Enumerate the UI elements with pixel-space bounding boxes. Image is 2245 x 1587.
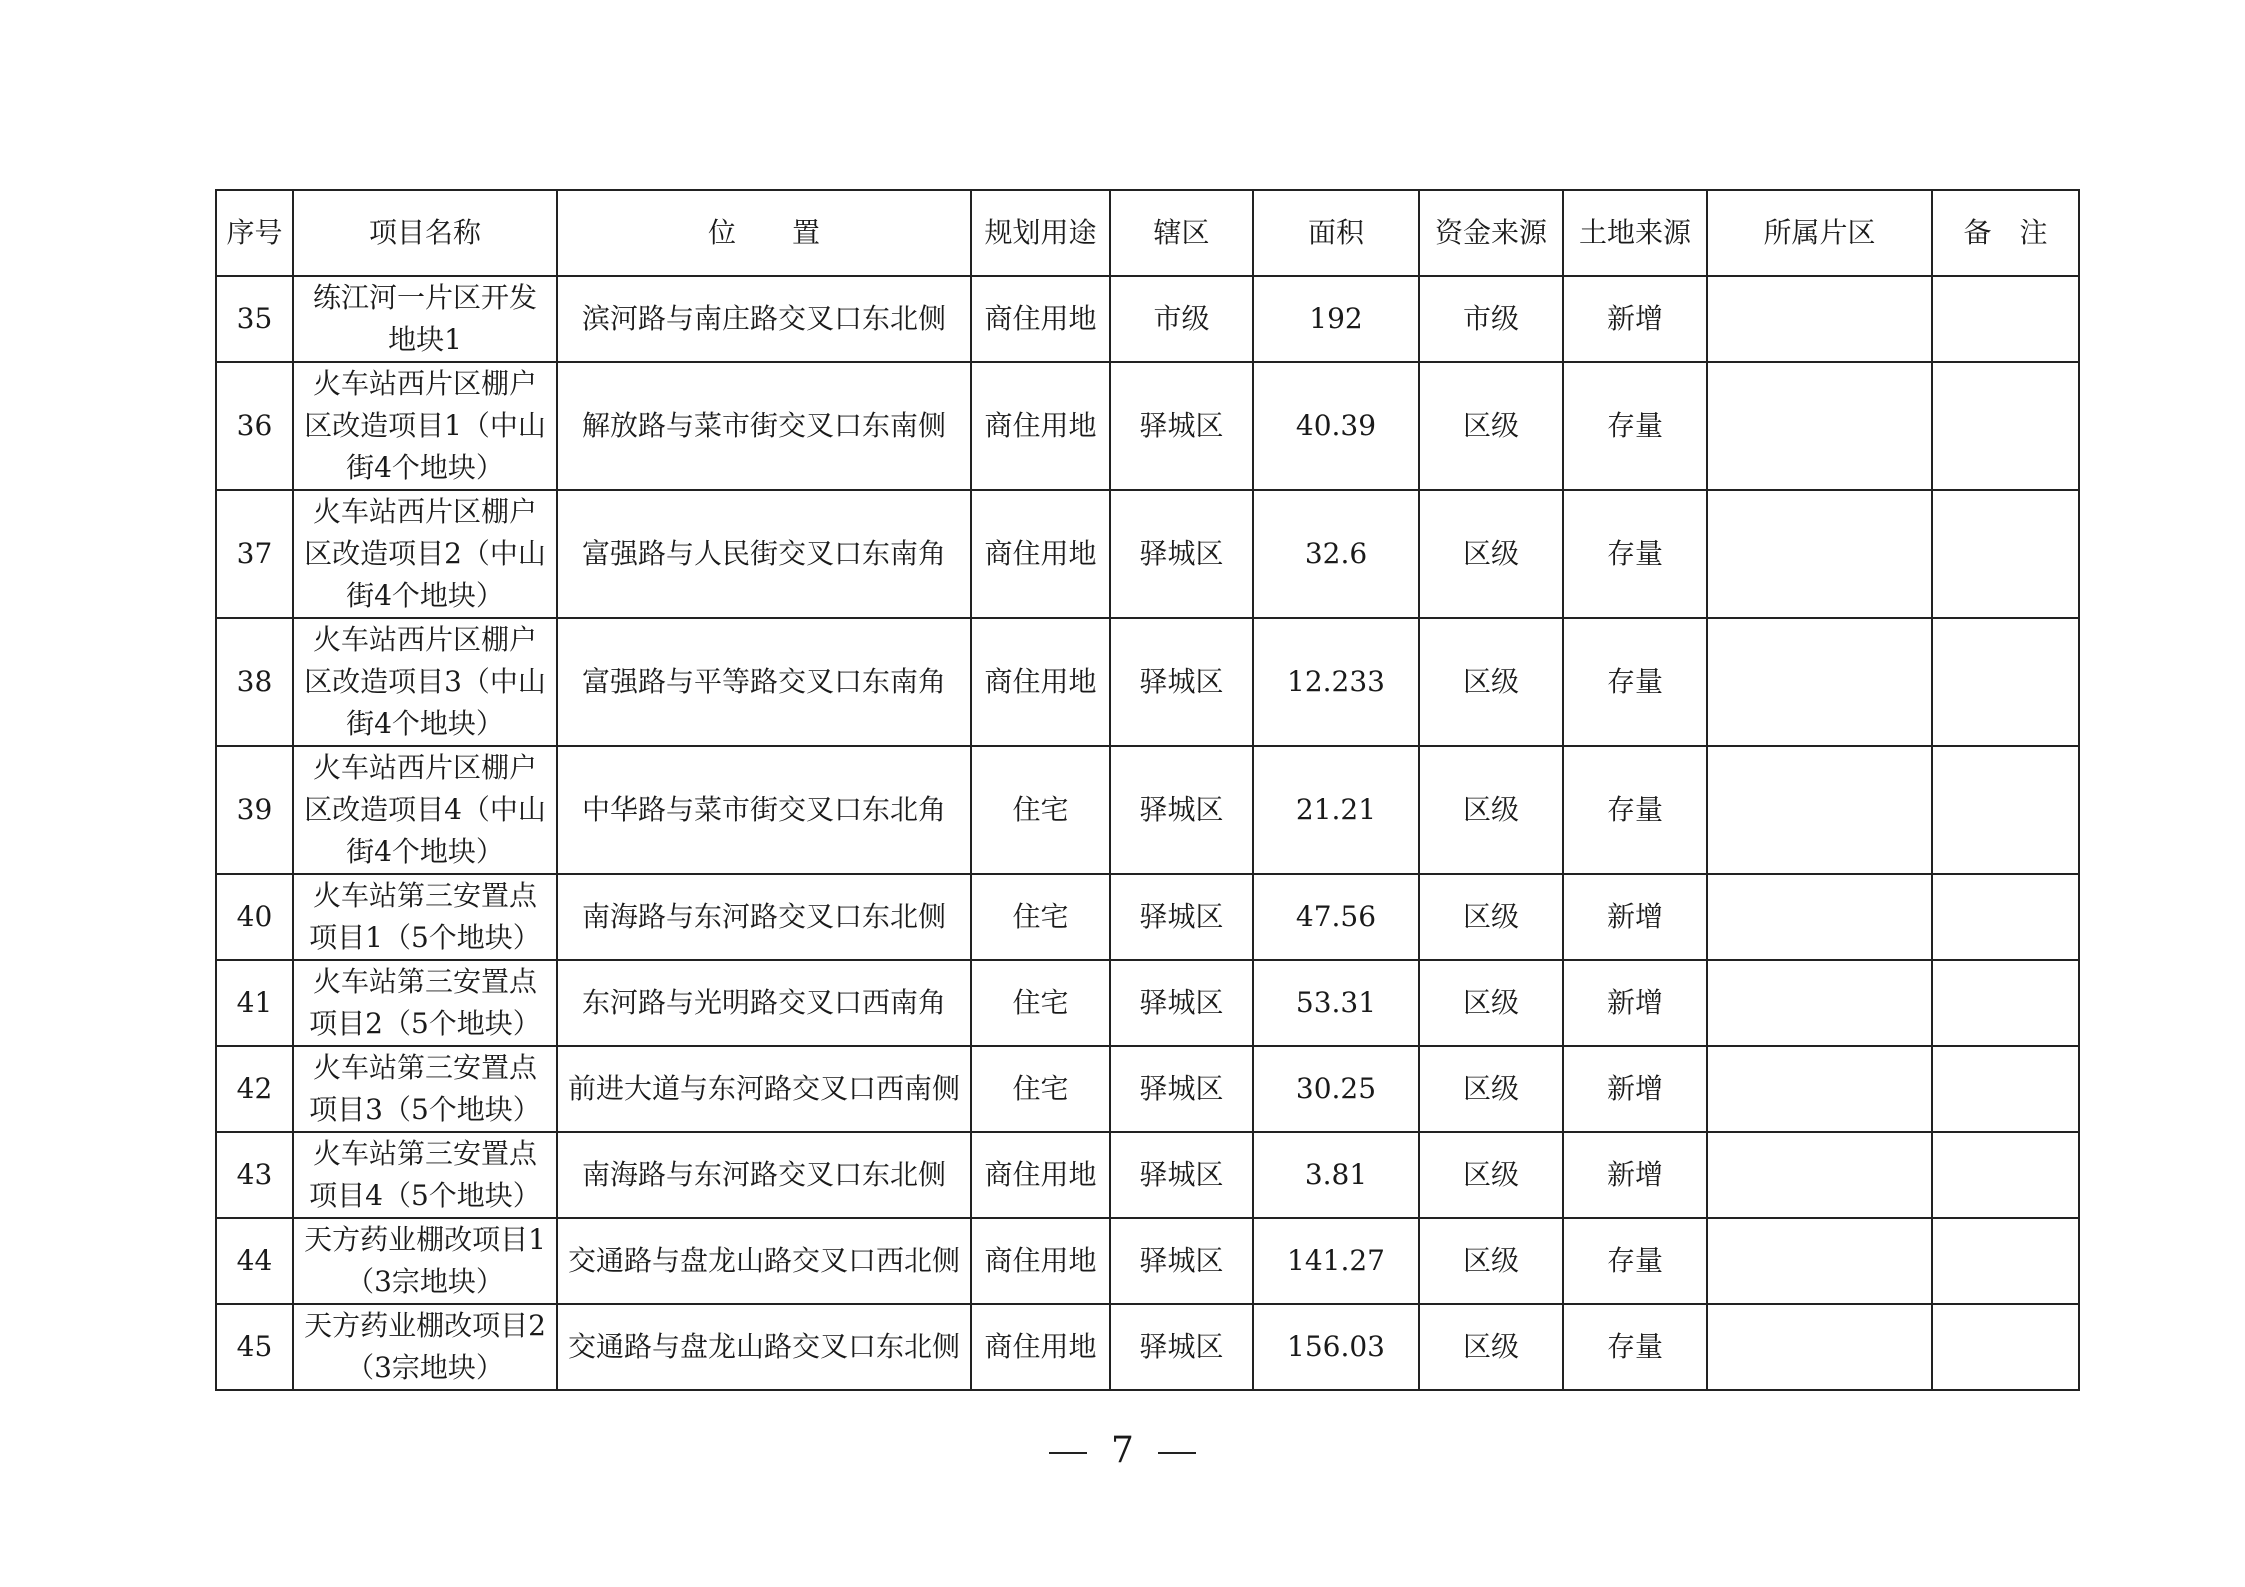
land-project-table (215, 189, 2080, 1391)
cell-seq: 37 (216, 490, 293, 618)
cell-zone (1707, 362, 1932, 490)
cell-remarks (1932, 618, 2079, 746)
cell-seq: 39 (216, 746, 293, 874)
table-row (216, 1132, 2079, 1218)
cell-area: 192 (1253, 276, 1419, 362)
cell-seq: 38 (216, 618, 293, 746)
cell-seq: 42 (216, 1046, 293, 1132)
cell-area: 47.56 (1253, 874, 1419, 960)
table-row (216, 276, 2079, 362)
cell-remarks (1932, 1132, 2079, 1218)
header-land-source: 土地来源 (1563, 190, 1707, 276)
cell-seq: 35 (216, 276, 293, 362)
cell-district: 市级 (1110, 276, 1253, 362)
cell-district: 驿城区 (1110, 362, 1253, 490)
cell-area: 12.233 (1253, 618, 1419, 746)
cell-district: 驿城区 (1110, 874, 1253, 960)
cell-seq: 44 (216, 1218, 293, 1304)
cell-location: 南海路与东河路交叉口东北侧 (557, 1132, 971, 1218)
cell-location: 解放路与菜市街交叉口东南侧 (557, 362, 971, 490)
cell-location: 富强路与人民街交叉口东南角 (557, 490, 971, 618)
cell-seq: 45 (216, 1304, 293, 1390)
cell-zone (1707, 1132, 1932, 1218)
cell-fund-source: 区级 (1419, 874, 1563, 960)
cell-land-source: 存量 (1563, 618, 1707, 746)
cell-planned-use: 住宅 (971, 960, 1110, 1046)
cell-area: 40.39 (1253, 362, 1419, 490)
cell-remarks (1932, 276, 2079, 362)
cell-fund-source: 区级 (1419, 960, 1563, 1046)
cell-location: 交通路与盘龙山路交叉口东北侧 (557, 1304, 971, 1390)
left-dash (1049, 1452, 1087, 1454)
cell-planned-use: 商住用地 (971, 362, 1110, 490)
table-row (216, 362, 2079, 490)
cell-remarks (1932, 490, 2079, 618)
table-row (216, 1218, 2079, 1304)
cell-location: 富强路与平等路交叉口东南角 (557, 618, 971, 746)
cell-zone (1707, 490, 1932, 618)
right-dash (1158, 1452, 1196, 1454)
cell-project-name: 火车站第三安置点项目2（5个地块） (293, 960, 557, 1046)
header-district: 辖区 (1110, 190, 1253, 276)
cell-land-source: 新增 (1563, 1046, 1707, 1132)
cell-land-source: 新增 (1563, 1132, 1707, 1218)
cell-remarks (1932, 874, 2079, 960)
cell-fund-source: 区级 (1419, 746, 1563, 874)
cell-remarks (1932, 746, 2079, 874)
cell-project-name: 火车站西片区棚户区改造项目3（中山街4个地块） (293, 618, 557, 746)
header-zone: 所属片区 (1707, 190, 1932, 276)
cell-land-source: 新增 (1563, 960, 1707, 1046)
cell-planned-use: 商住用地 (971, 1132, 1110, 1218)
cell-zone (1707, 960, 1932, 1046)
table-row (216, 1304, 2079, 1390)
cell-remarks (1932, 1218, 2079, 1304)
header-planned-use: 规划用途 (971, 190, 1110, 276)
cell-land-source: 新增 (1563, 276, 1707, 362)
header-seq: 序号 (216, 190, 293, 276)
cell-remarks (1932, 960, 2079, 1046)
table-row (216, 746, 2079, 874)
cell-zone (1707, 746, 1932, 874)
cell-location: 中华路与菜市街交叉口东北角 (557, 746, 971, 874)
cell-area: 21.21 (1253, 746, 1419, 874)
cell-seq: 36 (216, 362, 293, 490)
cell-planned-use: 商住用地 (971, 618, 1110, 746)
cell-district: 驿城区 (1110, 1132, 1253, 1218)
header-project-name: 项目名称 (293, 190, 557, 276)
cell-location: 东河路与光明路交叉口西南角 (557, 960, 971, 1046)
header-remarks: 备 注 (1932, 190, 2079, 276)
cell-project-name: 火车站第三安置点项目4（5个地块） (293, 1132, 557, 1218)
cell-area: 156.03 (1253, 1304, 1419, 1390)
cell-remarks (1932, 1304, 2079, 1390)
cell-district: 驿城区 (1110, 1218, 1253, 1304)
cell-planned-use: 商住用地 (971, 1304, 1110, 1390)
cell-fund-source: 区级 (1419, 490, 1563, 618)
cell-project-name: 火车站西片区棚户区改造项目4（中山街4个地块） (293, 746, 557, 874)
cell-land-source: 存量 (1563, 490, 1707, 618)
page-number: 7 (1111, 1430, 1134, 1471)
cell-area: 3.81 (1253, 1132, 1419, 1218)
table-header-row (216, 190, 2079, 276)
cell-fund-source: 区级 (1419, 1304, 1563, 1390)
cell-project-name: 火车站西片区棚户区改造项目1（中山街4个地块） (293, 362, 557, 490)
cell-zone (1707, 874, 1932, 960)
cell-area: 32.6 (1253, 490, 1419, 618)
cell-district: 驿城区 (1110, 1304, 1253, 1390)
cell-planned-use: 商住用地 (971, 1218, 1110, 1304)
cell-fund-source: 市级 (1419, 276, 1563, 362)
cell-remarks (1932, 1046, 2079, 1132)
table-body (216, 276, 2079, 1390)
cell-district: 驿城区 (1110, 960, 1253, 1046)
cell-zone (1707, 276, 1932, 362)
page-number-footer (0, 1430, 2245, 1471)
cell-district: 驿城区 (1110, 490, 1253, 618)
cell-planned-use: 住宅 (971, 874, 1110, 960)
table-row (216, 618, 2079, 746)
header-location: 位 置 (557, 190, 971, 276)
cell-zone (1707, 618, 1932, 746)
cell-fund-source: 区级 (1419, 1218, 1563, 1304)
table-row (216, 490, 2079, 618)
table-row (216, 960, 2079, 1046)
cell-location: 南海路与东河路交叉口东北侧 (557, 874, 971, 960)
cell-planned-use: 商住用地 (971, 490, 1110, 618)
cell-area: 141.27 (1253, 1218, 1419, 1304)
cell-planned-use: 住宅 (971, 1046, 1110, 1132)
cell-seq: 40 (216, 874, 293, 960)
cell-zone (1707, 1046, 1932, 1132)
cell-fund-source: 区级 (1419, 362, 1563, 490)
cell-location: 前进大道与东河路交叉口西南侧 (557, 1046, 971, 1132)
cell-location: 滨河路与南庄路交叉口东北侧 (557, 276, 971, 362)
cell-district: 驿城区 (1110, 618, 1253, 746)
table-row (216, 1046, 2079, 1132)
cell-remarks (1932, 362, 2079, 490)
cell-project-name: 火车站第三安置点项目3（5个地块） (293, 1046, 557, 1132)
header-fund-source: 资金来源 (1419, 190, 1563, 276)
cell-district: 驿城区 (1110, 1046, 1253, 1132)
cell-zone (1707, 1218, 1932, 1304)
cell-project-name: 天方药业棚改项目2（3宗地块） (293, 1304, 557, 1390)
cell-seq: 43 (216, 1132, 293, 1218)
cell-location: 交通路与盘龙山路交叉口西北侧 (557, 1218, 971, 1304)
cell-land-source: 存量 (1563, 746, 1707, 874)
cell-planned-use: 商住用地 (971, 276, 1110, 362)
cell-zone (1707, 1304, 1932, 1390)
cell-fund-source: 区级 (1419, 618, 1563, 746)
cell-land-source: 新增 (1563, 874, 1707, 960)
cell-project-name: 练江河一片区开发地块1 (293, 276, 557, 362)
cell-project-name: 火车站第三安置点项目1（5个地块） (293, 874, 557, 960)
cell-project-name: 天方药业棚改项目1（3宗地块） (293, 1218, 557, 1304)
cell-fund-source: 区级 (1419, 1046, 1563, 1132)
cell-project-name: 火车站西片区棚户区改造项目2（中山街4个地块） (293, 490, 557, 618)
cell-land-source: 存量 (1563, 1304, 1707, 1390)
cell-area: 30.25 (1253, 1046, 1419, 1132)
cell-seq: 41 (216, 960, 293, 1046)
cell-fund-source: 区级 (1419, 1132, 1563, 1218)
cell-land-source: 存量 (1563, 362, 1707, 490)
cell-land-source: 存量 (1563, 1218, 1707, 1304)
cell-planned-use: 住宅 (971, 746, 1110, 874)
cell-area: 53.31 (1253, 960, 1419, 1046)
header-area: 面积 (1253, 190, 1419, 276)
table-row (216, 874, 2079, 960)
cell-district: 驿城区 (1110, 746, 1253, 874)
